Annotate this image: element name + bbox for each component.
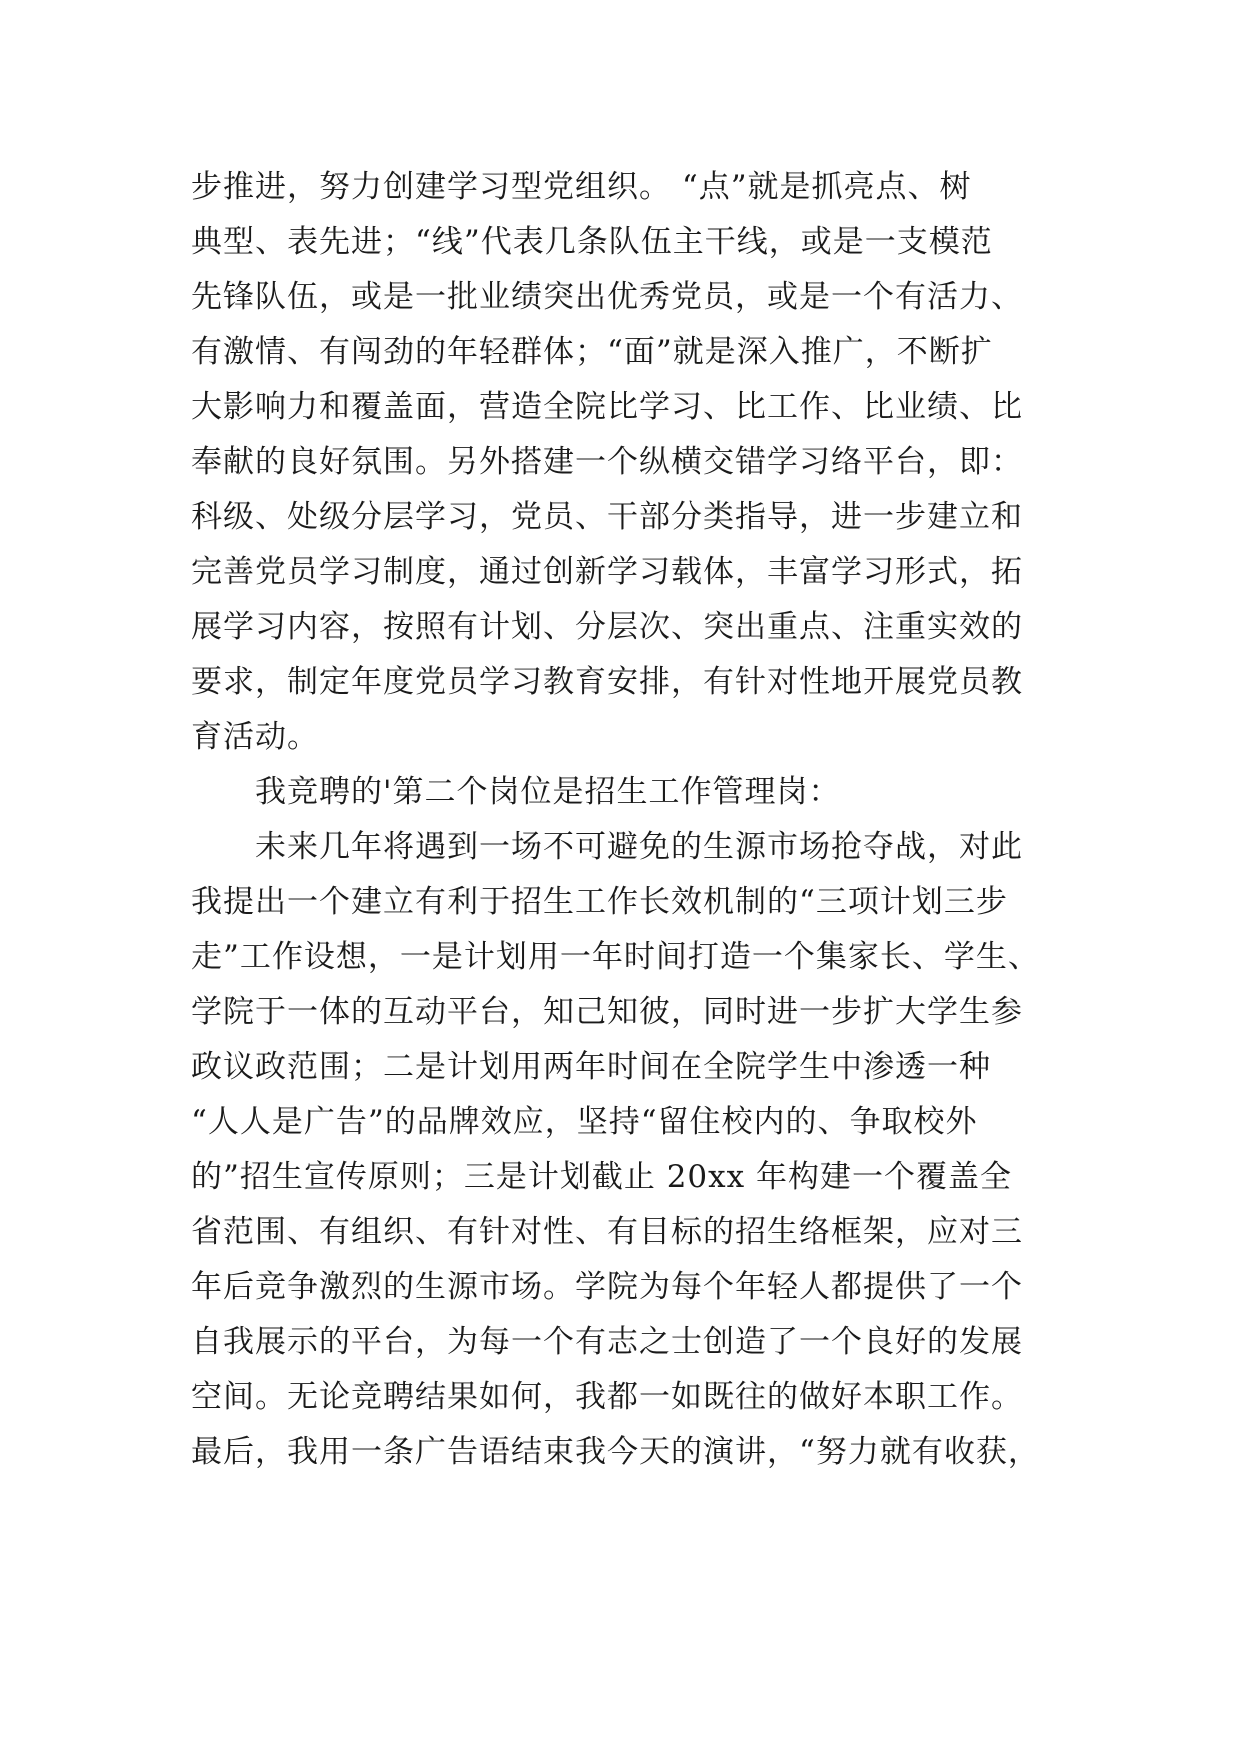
text-line-6: 奉献的良好氛围。另外搭建一个纵横交错学习络平台，即：	[191, 444, 1023, 480]
text-line-20: 省范围、有组织、有针对性、有目标的招生络框架，应对三	[191, 1214, 1023, 1250]
text-line-19: 的”招生宣传原则；三是计划截止 20xx 年构建一个覆盖全	[191, 1159, 1012, 1195]
text-line-23: 空间。无论竞聘结果如何，我都一如既往的做好本职工作。	[191, 1379, 1023, 1415]
text-line-5: 大影响力和覆盖面，营造全院比学习、比工作、比业绩、比	[191, 389, 1023, 425]
text-line-17: 政议政范围；二是计划用两年时间在全院学生中渗透一种	[191, 1049, 991, 1085]
text-line-2: 典型、表先进；“线”代表几条队伍主干线，或是一支模范	[191, 224, 993, 260]
text-line-1: 步推进，努力创建学习型党组织。 “点”就是抓亮点、树	[191, 169, 972, 205]
text-line-13: 未来几年将遇到一场不可避免的生源市场抢夺战，对此	[255, 829, 1023, 865]
text-line-3: 先锋队伍，或是一批业绩突出优秀党员，或是一个有活力、	[191, 279, 1023, 315]
text-line-16: 学院于一体的互动平台，知己知彼，同时进一步扩大学生参	[191, 994, 1023, 1030]
text-line-10: 要求，制定年度党员学习教育安排，有针对性地开展党员教	[191, 664, 1023, 700]
text-line-14: 我提出一个建立有利于招生工作长效机制的“三项计划三步	[191, 884, 1008, 920]
text-line-24: 最后，我用一条广告语结束我今天的演讲，“努力就有收获，	[191, 1434, 1040, 1470]
text-line-4: 有激情、有闯劲的年轻群体；“面”就是深入推广，不断扩	[191, 334, 993, 370]
text-line-18: “人人是广告”的品牌效应，坚持“留住校内的、争取校外	[191, 1104, 978, 1140]
text-line-9: 展学习内容，按照有计划、分层次、突出重点、注重实效的	[191, 609, 1023, 645]
text-line-15: 走”工作设想，一是计划用一年时间打造一个集家长、学生、	[191, 939, 1040, 975]
text-line-22: 自我展示的平台，为每一个有志之士创造了一个良好的发展	[191, 1324, 1023, 1360]
text-line-8: 完善党员学习制度，通过创新学习载体，丰富学习形式，拓	[191, 554, 1023, 590]
text-line-12: 我竞聘的'第二个岗位是招生工作管理岗：	[255, 774, 841, 810]
text-line-21: 年后竞争激烈的生源市场。学院为每个年轻人都提供了一个	[191, 1269, 1023, 1305]
text-line-11: 育活动。	[191, 719, 319, 755]
text-line-7: 科级、处级分层学习，党员、干部分类指导，进一步建立和	[191, 499, 1023, 535]
